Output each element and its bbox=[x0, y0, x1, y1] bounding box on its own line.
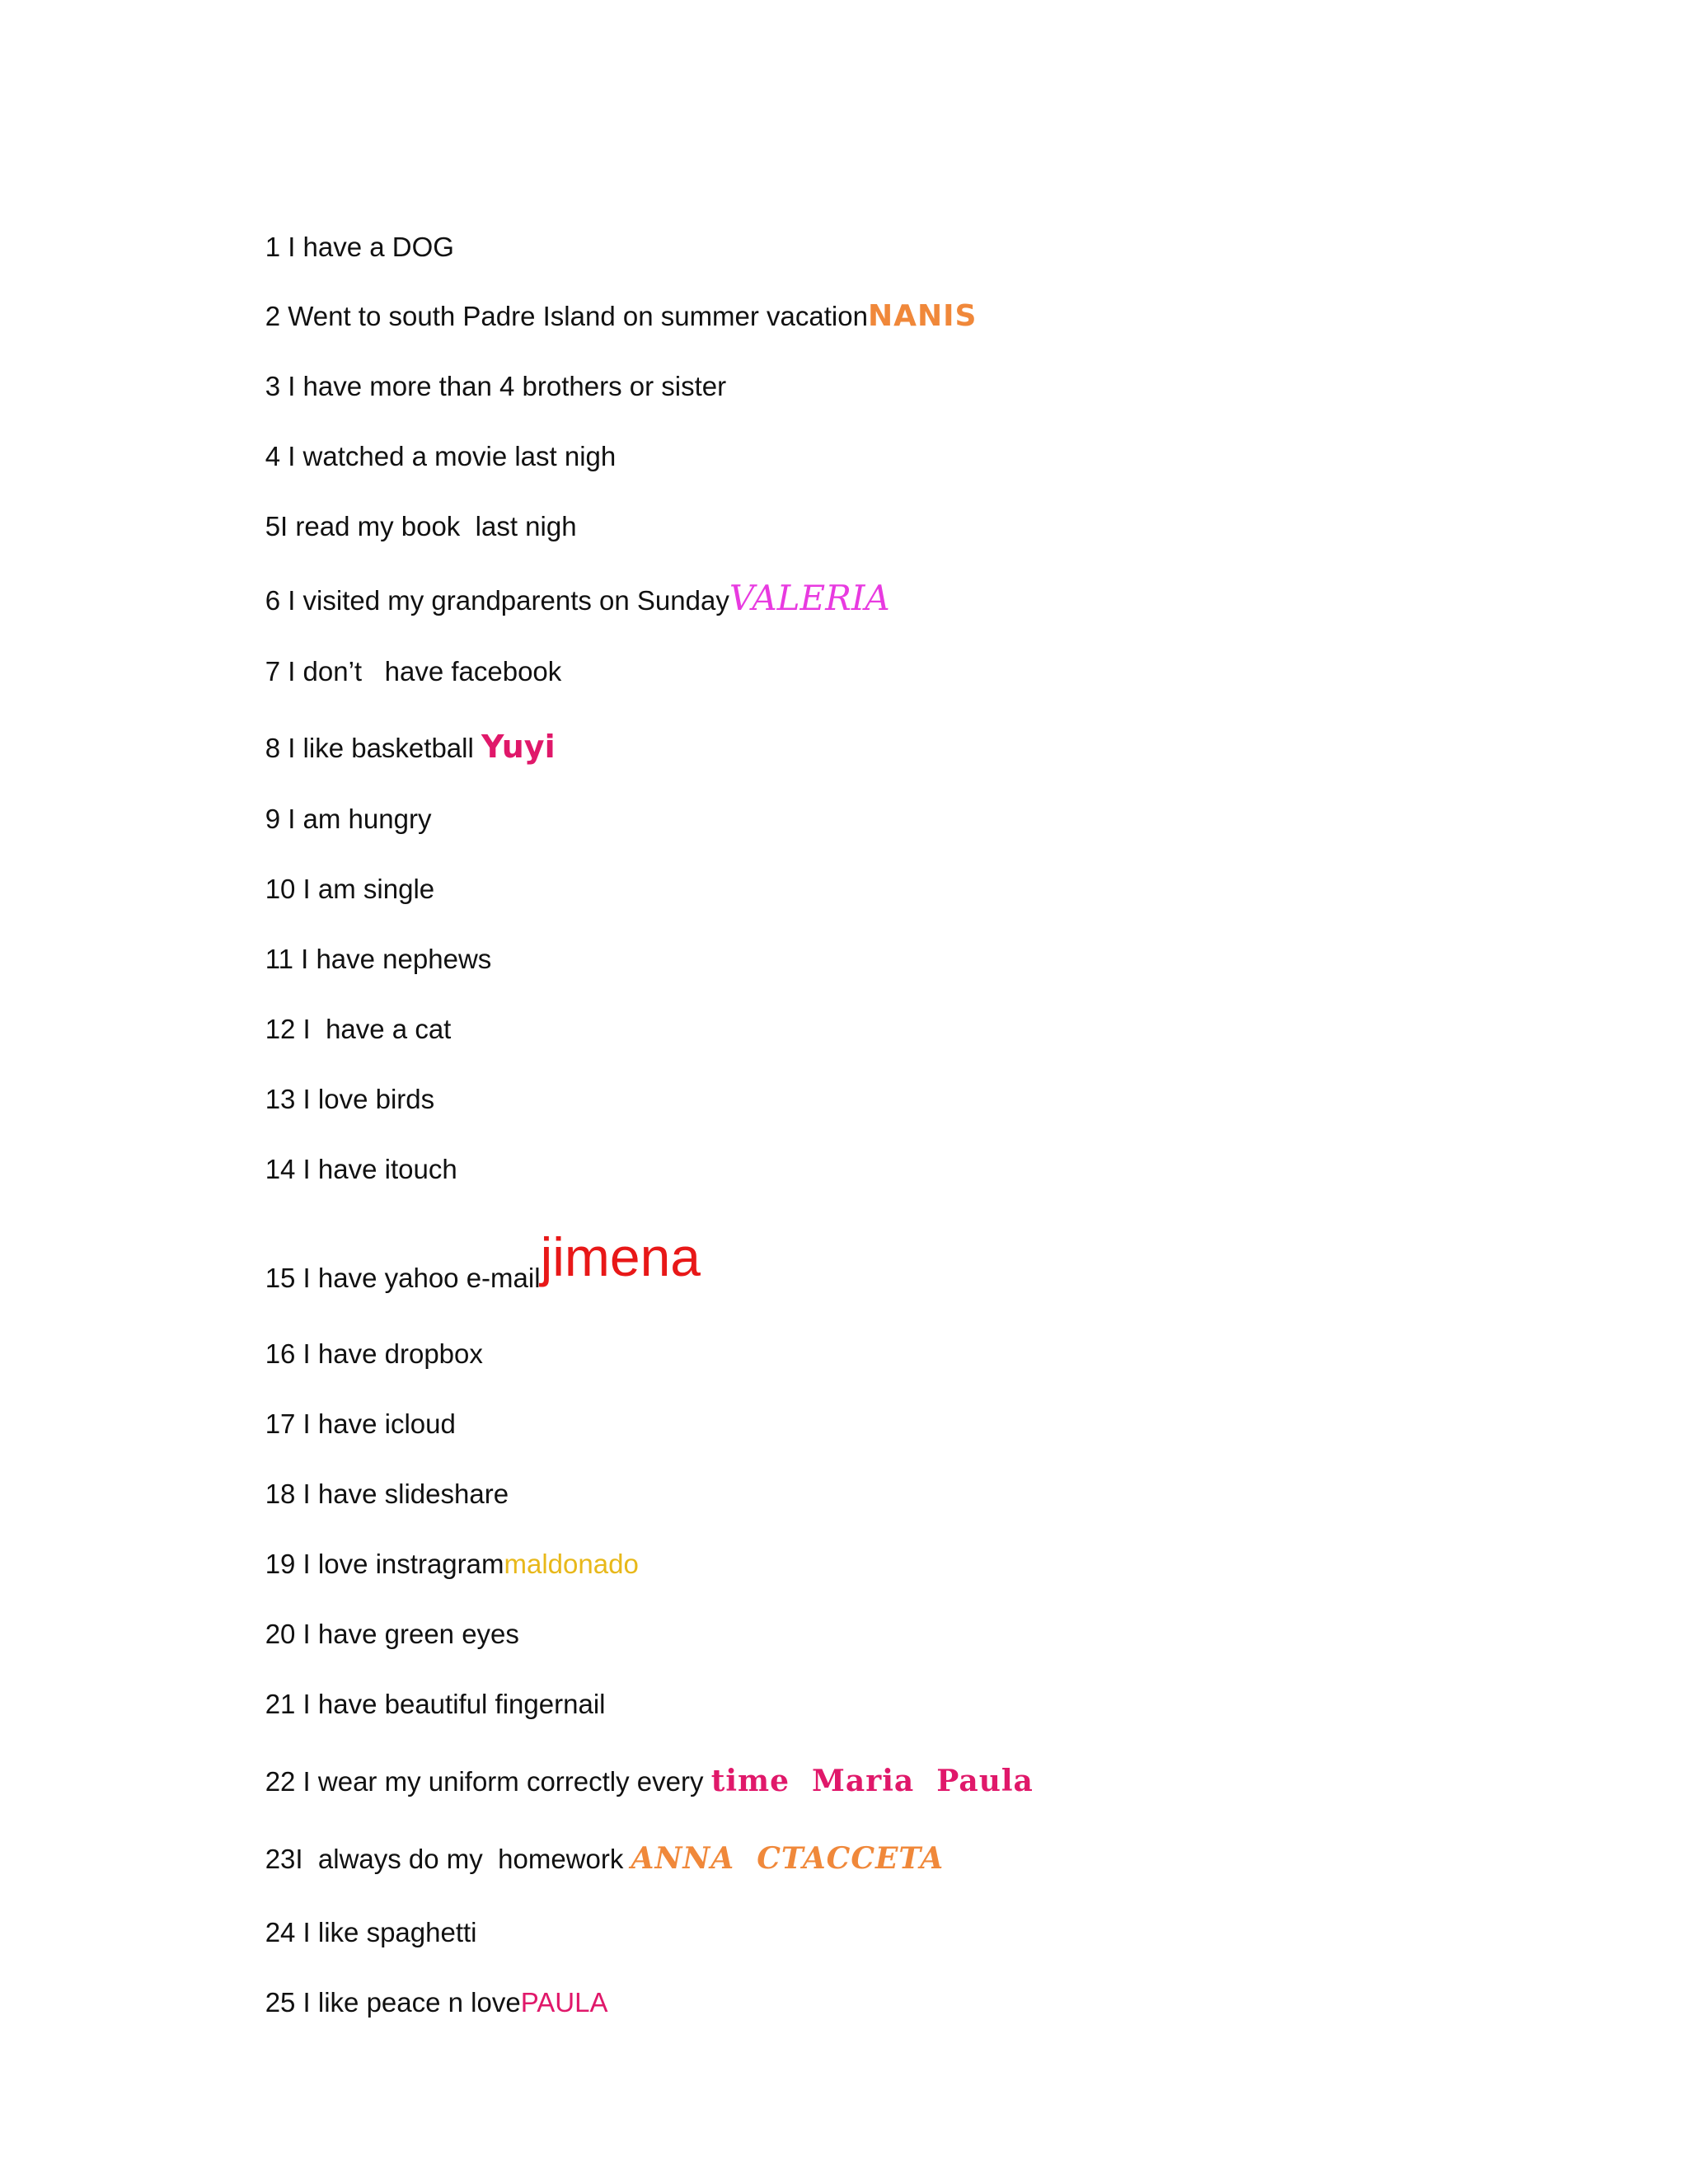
item-text: 11 I have nephews bbox=[265, 944, 492, 974]
signature-jimena: jimena bbox=[540, 1226, 701, 1287]
item-text: 15 I have yahoo e-mail bbox=[265, 1263, 541, 1293]
item-text: 1 I have a DOG bbox=[265, 232, 454, 262]
item-text: 19 I love instragram bbox=[265, 1549, 504, 1579]
item-text: 10 I am single bbox=[265, 874, 435, 904]
item-text: 16 I have dropbox bbox=[265, 1338, 483, 1369]
item-text: 12 I have a cat bbox=[265, 1014, 452, 1044]
item-text: 23I always do my homework bbox=[265, 1844, 631, 1874]
item-text: 17 I have icloud bbox=[265, 1408, 456, 1439]
item-text: 14 I have itouch bbox=[265, 1154, 457, 1184]
item-text: 21 I have beautiful fingernail bbox=[265, 1689, 606, 1719]
item-text: 20 I have green eyes bbox=[265, 1619, 519, 1649]
item-text: 4 I watched a movie last nigh bbox=[265, 441, 617, 471]
signature-anna: ANNA CTACCETA bbox=[631, 1841, 945, 1876]
item-text: 13 I love birds bbox=[265, 1084, 435, 1114]
item-text: 3 I have more than 4 brothers or sister bbox=[265, 371, 727, 401]
item-text: 8 I like basketball bbox=[265, 733, 481, 763]
signature-nanis: NANIS bbox=[867, 299, 978, 333]
item-text: 7 I don’t have facebook bbox=[265, 656, 562, 687]
item-text: 18 I have slideshare bbox=[265, 1479, 509, 1509]
signature-valeria: VALERIA bbox=[729, 578, 890, 618]
item-text: 6 I visited my grandparents on Sunday bbox=[265, 585, 729, 616]
signature-maldonado: maldonado bbox=[504, 1549, 639, 1579]
item-text: 22 I wear my uniform correctly every bbox=[265, 1766, 711, 1797]
item-text: 2 Went to south Padre Island on summer vacation bbox=[265, 301, 868, 331]
signature-yuyi: Yuyi bbox=[481, 729, 556, 765]
item-text: 24 I like spaghetti bbox=[265, 1917, 477, 1947]
signature-paula: PAULA bbox=[520, 1987, 608, 2018]
item-text: 5I read my book last nigh bbox=[265, 511, 577, 541]
item-text: 25 I like peace n love bbox=[265, 1987, 521, 2018]
list-item-14 bbox=[235, 1120, 457, 1219]
list-item-25 bbox=[235, 1953, 608, 2052]
signature-maria-paula: time Maria Paula bbox=[710, 1764, 1034, 1798]
item-text: 9 I am hungry bbox=[265, 804, 432, 834]
